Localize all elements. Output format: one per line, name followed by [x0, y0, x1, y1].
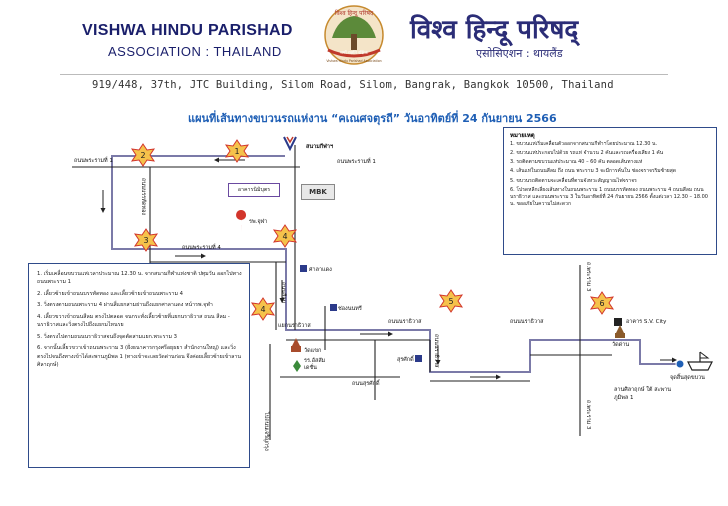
address-line: 919/448, 37th, JTC Building, Silom Road, Silom, Bangrak, Bangkok 10500, Thailand — [92, 79, 614, 91]
logo-text: विश्व हिन्दू परिषद — [334, 10, 374, 17]
note-item: 2. ขบวนแห่ประกอบไปด้วย รถแห่ จำนวน 2 คันและรถเครื่องเสียง 1 คัน — [510, 149, 664, 156]
marker-4b — [252, 298, 274, 320]
note-item: 1. ขบวนแห่เริ่มเคลื่อนตัวออกจากสนามกีฬาฯโดยประมาณ 12.30 น. — [510, 140, 658, 147]
school-icon — [293, 360, 301, 372]
org-name-en: VISHWA HINDU PARISHAD — [82, 22, 293, 39]
step-item: 1. เริ่มเคลื่อนขบวนแห่เวลาประมาณ 12.30 น. จากสนามกีฬาแห่งชาติ ปทุมวัน ออกไปทางถนนพระราม 1 — [37, 271, 242, 286]
note-item: 5. ขบวนรถติดตามจะเคลื่อนที่ตามจังหวะสัญญาณไฟจราจร — [510, 177, 637, 184]
step-item: 3. วิ่งตรงตามถนนพระราม 4 ผ่านสี่แยกสามย่านถึงแยกศาลาแดง หน้ารพ.จุฬา — [37, 302, 213, 309]
temple-icon — [615, 325, 625, 338]
road-label-silom: ถนนสีลม — [280, 282, 286, 304]
marker-3 — [135, 229, 157, 251]
road-label-rama1-right: ถนนพระรามที่ 1 — [337, 159, 376, 165]
notes-heading: หมายเหตุ — [510, 132, 535, 139]
step-item: 5. วิ่งตรงไปตามถนนนราธิวาสจนถึงจุดตัดสามแยก.พระราม 3 — [37, 333, 177, 340]
place-label-sala-daeng: ศาลาแดง — [309, 267, 332, 273]
route-steps-box — [28, 263, 250, 468]
svg-text:2: 2 — [140, 151, 146, 160]
hospital-pin-icon — [236, 210, 246, 232]
place-label-assumption: รร.อัสสัม เดชั่น — [304, 358, 326, 371]
org-subtitle-hi: एसोसिएशन : थायलैंड — [476, 47, 563, 60]
building-icon — [614, 318, 622, 326]
road-label-rama3-top: ถ.พระราม 3 — [585, 262, 591, 292]
note-item: 4. เส้นแห่ในถนนสีลม ถึง ถนน พระราม 3 จะมีการคั่นใน ช่องจราจรริมซ้ายสุด — [510, 168, 677, 175]
road-label-banthat-thong: ถนนบรรทัดทอง — [140, 178, 146, 216]
note-item: 3. รถติดตามขบวนแห่ประมาณ 40 – 60 คัน ตลอดเส้นทางแห่ — [510, 159, 643, 166]
ship-icon — [688, 352, 712, 370]
road-label-rama3-bottom: ถ.พระราม 3 — [585, 400, 591, 430]
place-label-sv-city: อาคาร S.V. City — [626, 319, 667, 325]
svg-text:4: 4 — [260, 305, 266, 314]
road-label-surasak: ถนนสุรศักดิ์ — [352, 381, 380, 387]
org-name-hi: विश्व हिन्दू परिषद् — [410, 15, 579, 45]
road-label-rama4: ถนนพระรามที่ 4 — [182, 245, 221, 251]
road-label-narathiwat-junction: แยกนราธิวาส — [278, 323, 311, 329]
org-subtitle-en: ASSOCIATION : THAILAND — [108, 44, 282, 59]
bts-chong-nonsi-icon — [330, 304, 337, 311]
place-label-surasak: สุรศักดิ์ — [397, 357, 414, 363]
dhammaniti-building: อาคารนิมิบุตร — [228, 183, 280, 197]
map-title: แผนที่เส้นทางขบวนรถแห่งาน “คเณศจตุรถี” วันอาทิตย์ที่ 24 กันยายน 2566 — [188, 112, 557, 125]
road-label-narathiwat-vertical: ถนนนราธิวาส — [433, 334, 439, 368]
svg-text:5: 5 — [448, 297, 454, 306]
logo-motto: धर्मो रक्षति रक्षितः — [340, 51, 368, 56]
bts-surasak-icon — [415, 355, 422, 362]
place-label-bhumibol-bridge: ลานศิลาฤกษ์ ใต้ สะพานภูมิพล 1 — [614, 387, 671, 402]
svg-text:1: 1 — [234, 147, 240, 156]
road-label-narathiwat-2: ถนนนราธิวาส — [510, 319, 544, 325]
place-label-hindu-temple: วัดแขก — [304, 348, 322, 354]
logo-bottom: Vishwa Hindu Parishad Association — [326, 59, 382, 63]
step-item: 6. จากนั้นเลี้ยวขวาเข้าถนนพระราม 3 (ฝั่งธนาคารกรุงศรีอยุธยา สำนักงานใหญ่) และวิ่งตรงไปจนถึงทางเข้าได้สะพานภูมิพล 1 (ทางเข้าจะเลยวัดด่านก่อน จึงค่อยเลี้ยวซ้ายเข้าลานศิลาฤกษ์) — [37, 345, 241, 369]
step-item: 4. เลี้ยวขวาเข้าถนนสีลม ตรงไปตลอด จนกระทั่งเลี้ยวซ้ายที่แยกนราธิวาส ถนน สีลม - นราธิวาสและวิ่งตรงไปถึงแยกมไหนรย — [37, 313, 230, 329]
road-label-rama1-left: ถนนพระรามที่ 1 — [74, 158, 113, 164]
place-label-stadium: สนามกีฬาฯ — [306, 144, 334, 150]
place-label-chula: รพ.จุฬา — [249, 219, 268, 225]
road-label-charoen-krung: ไปถนนเจริญกรุง — [263, 412, 269, 451]
notes-box — [503, 127, 717, 255]
marker-4a — [274, 225, 296, 247]
place-label-wat-dan: วัดด่าน — [612, 342, 630, 348]
svg-text:3: 3 — [143, 236, 149, 245]
place-label-chong-nonsi: ช่องนนทรี — [338, 306, 362, 312]
bts-sala-daeng-icon — [300, 265, 307, 272]
mbk-building: MBK — [301, 184, 335, 200]
note-item: 6. โปรดหลีกเลี่ยงเส้นทางในถนนพระราม 1 ถนนบรรทัดทอง ถนนพระราม 4 ถนนสีลม ถนนนราธิวาส และถนนพระราม 3 ในวันอาทิตย์ที่ 24 กันยายน 2566 ตั้งแต่เวลา 12.30 – 18.00 น. ขออภัยในความไม่สะดวก — [510, 186, 708, 208]
end-point-icon — [676, 360, 684, 368]
svg-text:6: 6 — [599, 299, 605, 308]
step-item: 2. เลี้ยวซ้ายเข้าถนนบรรทัดทอง และเลี้ยวซ้ายเข้าถนนพระราม 4 — [37, 290, 184, 297]
place-label-end-point: จุดสิ้นสุดขบวน — [670, 375, 705, 381]
marker-5 — [440, 290, 462, 312]
stadium-icon — [284, 137, 296, 149]
svg-text:4: 4 — [282, 232, 288, 241]
road-label-narathiwat-1: ถนนนราธิวาส — [388, 319, 422, 325]
marker-6 — [591, 292, 613, 314]
marker-1 — [226, 140, 248, 162]
